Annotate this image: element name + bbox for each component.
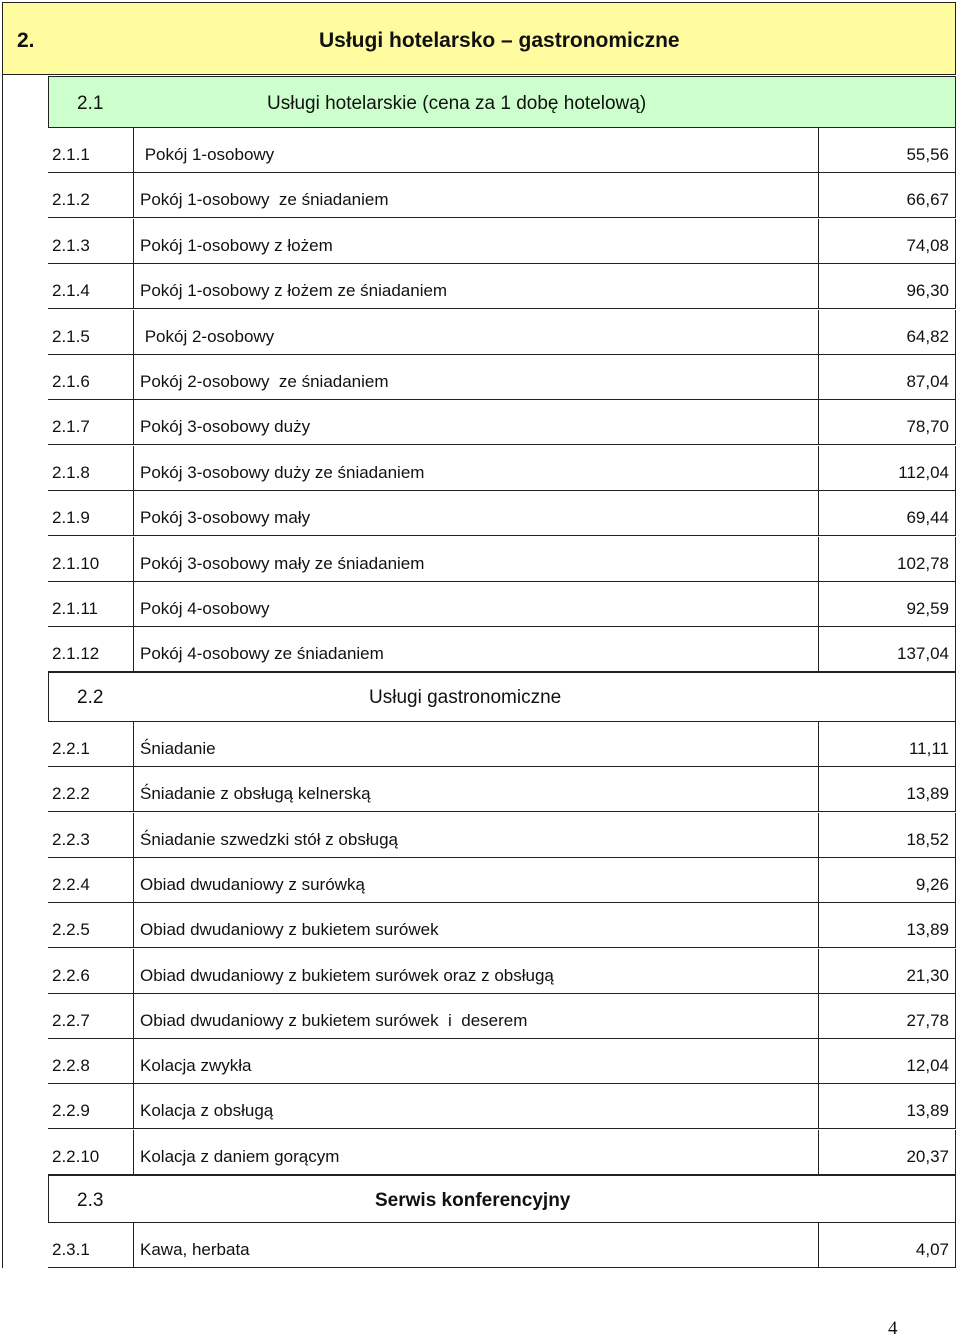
section-number: 2. bbox=[17, 29, 35, 52]
section-header bbox=[2, 2, 956, 75]
item-name: Obiad dwudaniowy z bukietem surówek oraz z obsługą bbox=[140, 965, 554, 985]
item-name-cell bbox=[133, 813, 818, 858]
item-price: 13,89 bbox=[906, 1101, 949, 1121]
item-price: 102,78 bbox=[897, 553, 949, 573]
item-code-cell bbox=[48, 491, 133, 536]
item-price: 87,04 bbox=[906, 372, 949, 391]
item-name-cell bbox=[133, 491, 818, 536]
subsection-header-gastro bbox=[48, 672, 956, 722]
table-row bbox=[48, 813, 956, 858]
table-row bbox=[48, 858, 956, 903]
item-price: 20,37 bbox=[906, 1146, 949, 1166]
item-code-cell bbox=[48, 173, 133, 218]
subsection-number: 2.1 bbox=[77, 93, 104, 114]
item-price: 137,04 bbox=[897, 644, 949, 664]
item-price: 66,67 bbox=[906, 190, 949, 210]
item-code: 2.1.3 bbox=[52, 235, 90, 255]
item-price: 13,89 bbox=[906, 920, 949, 940]
item-name-cell bbox=[133, 219, 818, 264]
item-name-cell bbox=[133, 1130, 818, 1175]
item-code-cell bbox=[48, 813, 133, 858]
table-row bbox=[48, 128, 956, 173]
item-name-cell bbox=[133, 537, 818, 582]
item-price-cell bbox=[818, 537, 956, 582]
item-price-cell bbox=[818, 128, 956, 173]
item-name: Pokój 4-osobowy bbox=[140, 599, 270, 618]
item-price-cell bbox=[818, 813, 956, 858]
item-name: Pokój 1-osobowy z łożem bbox=[140, 235, 333, 255]
table-row bbox=[48, 949, 956, 994]
item-code-cell bbox=[48, 722, 133, 767]
item-name: Obiad dwudaniowy z bukietem surówek i deserem bbox=[140, 1010, 528, 1030]
item-price: 74,08 bbox=[906, 235, 949, 255]
item-code-cell bbox=[48, 537, 133, 582]
page-number: 4 bbox=[888, 1318, 898, 1339]
item-price-cell bbox=[818, 1130, 956, 1175]
item-name: Kolacja z daniem gorącym bbox=[140, 1146, 340, 1166]
item-code: 2.2.2 bbox=[52, 784, 90, 804]
table-row bbox=[48, 994, 956, 1039]
table-row bbox=[48, 767, 956, 812]
item-name-cell bbox=[133, 994, 818, 1039]
item-name: Pokój 3-osobowy duży ze śniadaniem bbox=[140, 462, 425, 482]
item-name: Śniadanie z obsługą kelnerską bbox=[140, 784, 371, 804]
table-row bbox=[48, 491, 956, 536]
item-code-cell bbox=[48, 858, 133, 903]
item-name: Śniadanie bbox=[140, 739, 216, 758]
item-code-cell bbox=[48, 219, 133, 264]
item-name-cell bbox=[133, 310, 818, 355]
item-price-cell bbox=[818, 767, 956, 812]
item-code: 2.2.9 bbox=[52, 1101, 90, 1121]
item-code: 2.2.7 bbox=[52, 1010, 90, 1030]
subsection-header-conference bbox=[48, 1175, 956, 1223]
item-name: Pokój 4-osobowy ze śniadaniem bbox=[140, 644, 384, 664]
item-code: 2.1.11 bbox=[52, 599, 99, 618]
item-price: 9,26 bbox=[915, 874, 949, 894]
item-price: 64,82 bbox=[906, 326, 949, 346]
table-row bbox=[48, 1084, 956, 1129]
table-row bbox=[48, 355, 956, 400]
item-price-cell bbox=[818, 173, 956, 218]
item-price: 96,30 bbox=[906, 281, 949, 301]
item-price-cell bbox=[818, 446, 956, 491]
item-price: 112,04 bbox=[898, 462, 949, 482]
table-row bbox=[48, 310, 956, 355]
item-price: 21,30 bbox=[906, 965, 949, 985]
table-row bbox=[48, 173, 956, 218]
item-name: Pokój 2-osobowy ze śniadaniem bbox=[140, 372, 389, 391]
section-title: Usługi hotelarsko – gastronomiczne bbox=[319, 29, 680, 52]
item-name-cell bbox=[133, 1084, 818, 1129]
item-code: 2.1.5 bbox=[52, 326, 90, 346]
table-row bbox=[48, 1130, 956, 1175]
item-name-cell bbox=[133, 627, 818, 672]
item-price: 69,44 bbox=[906, 508, 949, 528]
item-name-cell bbox=[133, 858, 818, 903]
item-name-cell bbox=[133, 128, 818, 173]
item-code-cell bbox=[48, 994, 133, 1039]
item-code-cell bbox=[48, 949, 133, 994]
item-code: 2.1.2 bbox=[52, 190, 90, 210]
item-code-cell bbox=[48, 446, 133, 491]
item-name-cell bbox=[133, 722, 818, 767]
table-row bbox=[48, 627, 956, 672]
subsection-header-hotel bbox=[48, 76, 956, 128]
item-name-cell bbox=[133, 582, 818, 627]
item-code-cell bbox=[48, 1130, 133, 1175]
item-code-cell bbox=[48, 1084, 133, 1129]
item-code: 2.2.5 bbox=[52, 920, 90, 940]
table-row bbox=[48, 446, 956, 491]
item-name: Pokój 1-osobowy z łożem ze śniadaniem bbox=[140, 281, 448, 301]
item-code-cell bbox=[48, 627, 133, 672]
item-price-cell bbox=[818, 582, 956, 627]
item-price-cell bbox=[818, 1039, 956, 1084]
item-name: Śniadanie szwedzki stół z obsługą bbox=[140, 829, 398, 849]
subsection-title: Usługi gastronomiczne bbox=[369, 687, 562, 708]
item-price-cell bbox=[818, 903, 956, 948]
table-row bbox=[48, 582, 956, 627]
item-code: 2.1.7 bbox=[52, 417, 90, 437]
item-price: 92,59 bbox=[906, 599, 949, 618]
item-name: Pokój 1-osobowy ze śniadaniem bbox=[140, 190, 389, 210]
item-name: Pokój 3-osobowy mały ze śniadaniem bbox=[140, 553, 425, 573]
item-name-cell bbox=[133, 264, 818, 309]
item-name-cell bbox=[133, 355, 818, 400]
item-code-cell bbox=[48, 400, 133, 445]
item-code: 2.3.1 bbox=[52, 1240, 90, 1259]
item-name: Obiad dwudaniowy z surówką bbox=[140, 874, 365, 894]
item-name-cell bbox=[133, 949, 818, 994]
subsection-number: 2.3 bbox=[77, 1190, 104, 1211]
item-code: 2.2.6 bbox=[52, 965, 90, 985]
item-code: 2.1.12 bbox=[52, 644, 100, 664]
table-left-border bbox=[2, 2, 3, 1268]
item-price-cell bbox=[818, 858, 956, 903]
item-code: 2.1.1 bbox=[52, 145, 90, 164]
subsection-number: 2.2 bbox=[77, 687, 104, 708]
item-code: 2.2.1 bbox=[52, 739, 90, 758]
item-name: Pokój 3-osobowy mały bbox=[140, 508, 311, 528]
item-price-cell bbox=[818, 219, 956, 264]
table-row bbox=[48, 219, 956, 264]
item-name: Obiad dwudaniowy z bukietem surówek bbox=[140, 920, 439, 940]
item-price: 11,11 bbox=[908, 739, 949, 758]
item-price-cell bbox=[818, 949, 956, 994]
item-name-cell bbox=[133, 173, 818, 218]
item-price-cell bbox=[818, 1223, 956, 1268]
table-row bbox=[48, 264, 956, 309]
item-name-cell bbox=[133, 446, 818, 491]
item-name: Pokój 2-osobowy bbox=[140, 326, 275, 346]
subsection-title: Usługi hotelarskie (cena za 1 dobę hotelową) bbox=[267, 93, 647, 114]
table-row bbox=[48, 1039, 956, 1084]
item-code: 2.1.9 bbox=[52, 508, 90, 528]
subsection-title: Serwis konferencyjny bbox=[375, 1190, 571, 1211]
item-price-cell bbox=[818, 722, 956, 767]
table-row bbox=[48, 722, 956, 767]
item-price-cell bbox=[818, 491, 956, 536]
item-code-cell bbox=[48, 582, 133, 627]
item-price-cell bbox=[818, 264, 956, 309]
item-code-cell bbox=[48, 903, 133, 948]
item-name: Pokój 1-osobowy bbox=[140, 145, 275, 164]
item-code-cell bbox=[48, 1223, 133, 1268]
item-price: 4,07 bbox=[915, 1240, 949, 1259]
item-code-cell bbox=[48, 767, 133, 812]
item-price: 18,52 bbox=[906, 829, 949, 849]
item-price: 13,89 bbox=[906, 784, 949, 804]
item-code-cell bbox=[48, 128, 133, 173]
item-code: 2.2.3 bbox=[52, 829, 90, 849]
item-code: 2.2.8 bbox=[52, 1056, 90, 1076]
table-row bbox=[48, 400, 956, 445]
item-name: Kolacja zwykła bbox=[140, 1056, 252, 1076]
item-price: 12,04 bbox=[906, 1056, 949, 1076]
item-price-cell bbox=[818, 1084, 956, 1129]
item-code: 2.2.4 bbox=[52, 874, 90, 894]
item-code: 2.1.10 bbox=[52, 553, 100, 573]
item-name-cell bbox=[133, 1039, 818, 1084]
item-code-cell bbox=[48, 310, 133, 355]
item-name-cell bbox=[133, 903, 818, 948]
item-name: Pokój 3-osobowy duży bbox=[140, 417, 311, 437]
table-row bbox=[48, 1223, 956, 1268]
item-price-cell bbox=[818, 355, 956, 400]
item-code-cell bbox=[48, 1039, 133, 1084]
item-code-cell bbox=[48, 264, 133, 309]
item-name-cell bbox=[133, 767, 818, 812]
item-name-cell bbox=[133, 400, 818, 445]
item-name-cell bbox=[133, 1223, 818, 1268]
item-code: 2.1.6 bbox=[52, 372, 90, 391]
item-price-cell bbox=[818, 994, 956, 1039]
item-name: Kolacja z obsługą bbox=[140, 1101, 274, 1121]
item-price: 78,70 bbox=[906, 417, 949, 437]
item-name: Kawa, herbata bbox=[140, 1240, 250, 1259]
item-price: 27,78 bbox=[906, 1010, 949, 1030]
item-price-cell bbox=[818, 310, 956, 355]
item-price-cell bbox=[818, 627, 956, 672]
item-price: 55,56 bbox=[906, 145, 949, 164]
table-row bbox=[48, 537, 956, 582]
table-row bbox=[48, 903, 956, 948]
item-code-cell bbox=[48, 355, 133, 400]
item-price-cell bbox=[818, 400, 956, 445]
item-code: 2.2.10 bbox=[52, 1146, 100, 1166]
item-code: 2.1.8 bbox=[52, 462, 90, 482]
item-code: 2.1.4 bbox=[52, 281, 90, 301]
